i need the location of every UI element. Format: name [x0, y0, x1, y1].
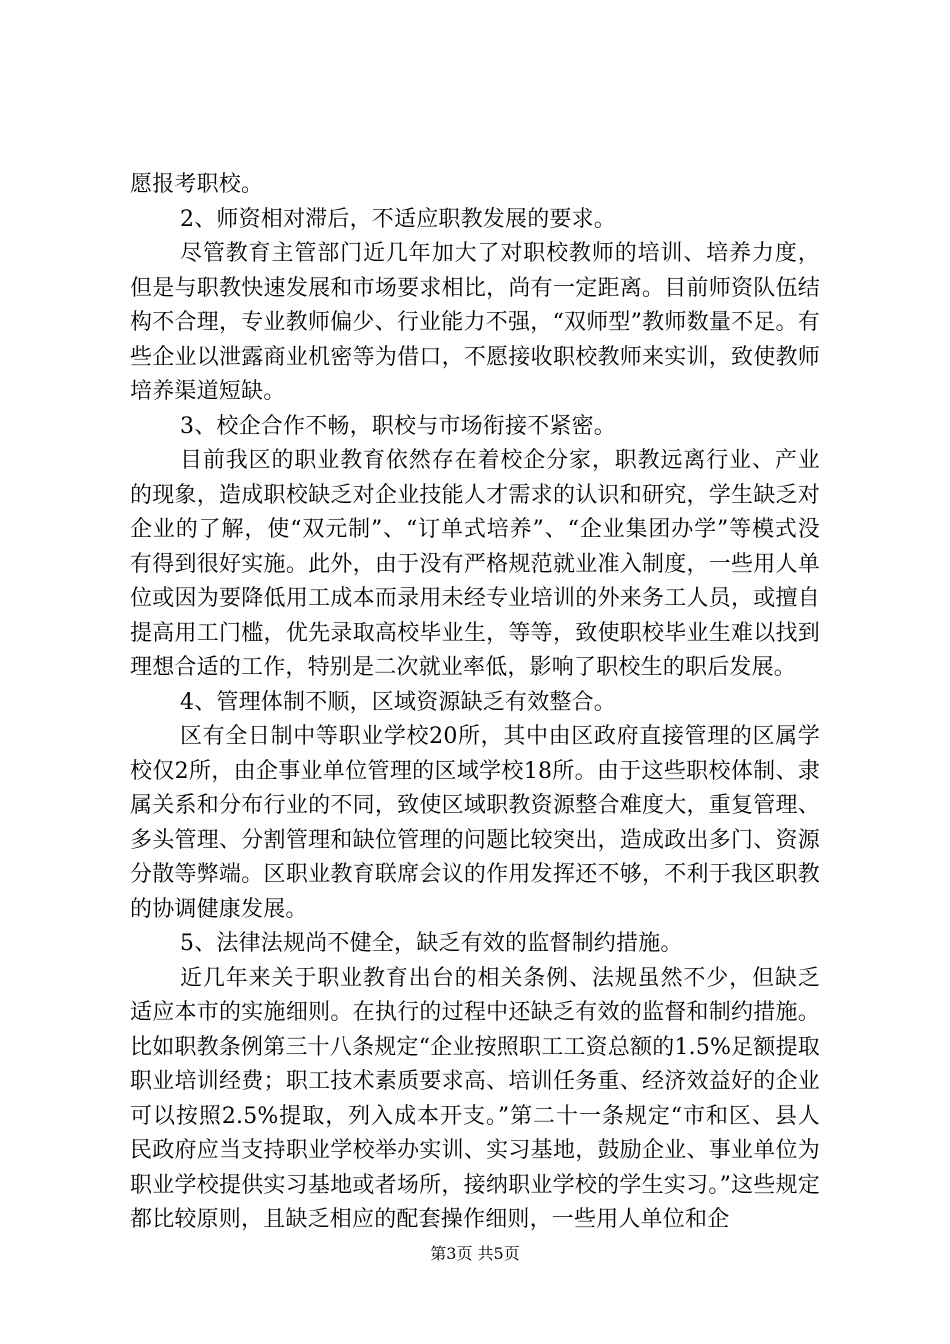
paragraph-teacher-training: 尽管教育主管部门近几年加大了对职校教师的培训、培养力度，但是与职教快速发展和市场要求相比，尚有一定距离。目前师资队伍结构不合理，专业教师偏少、行业能力不强，“双师型”教师数量不足。有些企业以泄露商业机密等为借口，不愿接收职校教师来实训，致使教师培养渠道短缺。: [130, 241, 820, 404]
page-number-footer: 第3页 共5页: [430, 1244, 520, 1263]
section-heading-3: 3、校企合作不畅，职校与市场衔接不紧密。: [180, 413, 616, 439]
section-heading-2: 2、师资相对滞后，不适应职教发展的要求。: [180, 206, 616, 232]
paragraph-laws-regulations: 近几年来关于职业教育出台的相关条例、法规虽然不少，但缺乏适应本市的实施细则。在执行的过程中还缺乏有效的监督和制约措施。比如职教条例第三十八条规定“企业按照职工工资总额的1.5%足额提取职业培训经费；职工技术素质要求高、培训任务重、经济效益好的企业可以按照2.5%提取，列入成本开支。”第二十一条规定“市和区、县人民政府应当支持职业学校举办实训、实习基地，鼓励企业、事业单位为职业学校提供实习基地或者场所，接纳职业学校的学生实习。”这些规定都比较原则，且缺乏相应的配套操作细则，一些用人单位和企: [130, 965, 820, 1232]
paragraph-school-enterprise: 目前我区的职业教育依然存在着校企分家，职教远离行业、产业的现象，造成职校缺乏对企业技能人才需求的认识和研究，学生缺乏对企业的了解，使“双元制”、“订单式培养”、“企业集团办学”等模式没有得到很好实施。此外，由于没有严格规范就业准入制度，一些用人单位或因为要降低用工成本而录用未经专业培训的外来务工人员，或擅自提高用工门槛，优先录取高校毕业生，等等，致使职校毕业生难以找到理想合适的工作，特别是二次就业率低，影响了职校生的职后发展。: [130, 448, 820, 680]
section-heading-5: 5、法律法规尚不健全，缺乏有效的监督制约措施。: [180, 931, 683, 956]
paragraph-1: 愿报考职校。: [130, 172, 264, 197]
document-body: [130, 168, 820, 1238]
section-heading-4: 4、管理体制不顺，区域资源缺乏有效整合。: [180, 689, 616, 715]
paragraph-management-system: 区有全日制中等职业学校20所，其中由区政府直接管理的区属学校仅2所，由企事业单位管理的区域学校18所。由于这些职校体制、隶属关系和分布行业的不同，致使区域职教资源整合难度大，重复管理、多头管理、分割管理和缺位管理的问题比较突出，造成政出多门、资源分散等弊端。区职业教育联席会议的作用发挥还不够，不利于我区职教的协调健康发展。: [130, 724, 820, 922]
